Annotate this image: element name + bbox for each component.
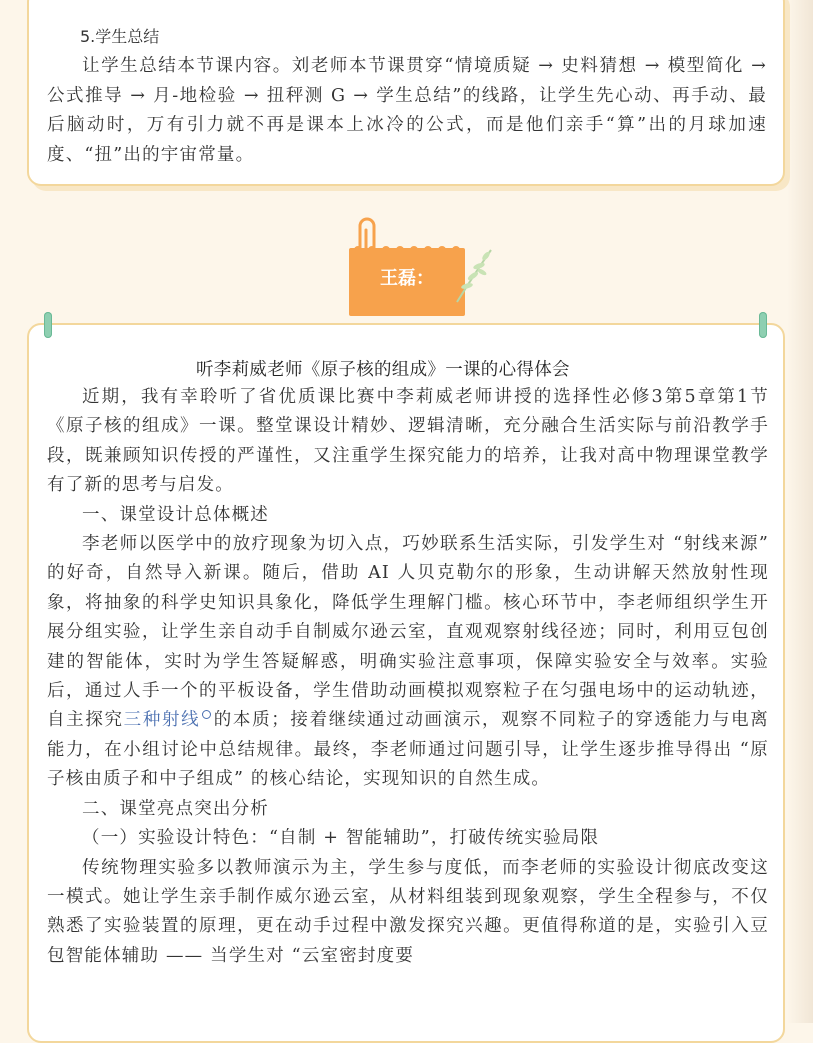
leaf-icon <box>449 244 497 306</box>
subsection-heading-experiment: （一）实验设计特色：“自制 + 智能辅助”，打破传统实验局限 <box>82 828 600 849</box>
pin-right-icon <box>759 312 767 338</box>
author-tag <box>349 214 499 306</box>
summary-body: 让学生总结本节课内容。刘老师本节课贯穿“情境质疑 → 史料猜想 → 模型简化 → 公式推导 → 月-地检验 → 扭秤测 G → 学生总结”的线路，让学生先心动、再手动、最后脑动时，万有引力就不再是课本上冰冷的公式，而是他们亲手“算”出的月球加速度、“扭”出的宇宙常量。 <box>47 56 767 166</box>
search-icon[interactable] <box>202 710 211 719</box>
article-body <box>47 383 769 971</box>
overview-text-b: 的本质；接着继续通过动画演示，观察不同粒子的穿透能力与电离能力，在小组讨论中总结规律。最终，李老师通过问题引导，让学生逐步推导得出 “原子核由质子和中子组成” 的核心结论，实现知识的自然生成。 <box>47 710 769 790</box>
article-heading: 听李莉威老师《原子核的组成》一课的心得体会 <box>196 360 570 380</box>
intro-paragraph: 近期，我有幸聆听了省优质课比赛中李莉威老师讲授的选择性必修3第5章第1节《原子核的组成》一课。整堂课设计精妙、逻辑清晰，充分融合生活实际与前沿教学手段，既兼顾知识传授的严谨性，又注重学生探究能力的培养，让我对高中物理课堂教学有了新的思考与启发。 <box>47 387 769 496</box>
pin-left-icon <box>44 312 52 338</box>
overview-text-a: 李老师以医学中的放疗现象为切入点，巧妙联系生活实际，引发学生对 “射线来源” 的好奇，自然导入新课。随后，借助 AI 人贝克勒尔的形象，生动讲解天然放射性现象，将抽象的科学史知识具象化，降低学生理解门槛。核心环节中，李老师组织学生开展分组实验，让学生亲自动手自制威尔逊云室，直观观察射线径迹；同时，利用豆包创建的智能体，实时为学生答疑解惑，明确实验注意事项，保障实验安全与效率。实验后，通过人手一个的平板设备，学生借助动画模拟观察粒子在匀强电场中的运动轨迹，自主探究 <box>47 534 769 731</box>
section-heading-overview: 一、课堂设计总体概述 <box>82 504 269 525</box>
overview-paragraph <box>47 530 769 795</box>
summary-title: 5.学生总结 <box>80 27 160 46</box>
search-link-three-rays[interactable]: 三种射线 <box>123 710 201 731</box>
author-tag-label: 王磊： <box>380 268 434 289</box>
section-heading-highlights: 二、课堂亮点突出分析 <box>82 798 269 819</box>
paperclip-icon <box>351 214 383 266</box>
page-side-shade <box>787 0 813 1023</box>
experiment-paragraph: 传统物理实验多以教师演示为主，学生参与度低，而李老师的实验设计彻底改变这一模式。她让学生亲手制作威尔逊云室，从材料组装到现象观察，学生全程参与，不仅熟悉了实验装置的原理，更在动手过程中激发探究兴趣。更值得称道的是，实验引入豆包智能体辅助 —— 当学生对 “云室密封度要 <box>47 857 769 966</box>
